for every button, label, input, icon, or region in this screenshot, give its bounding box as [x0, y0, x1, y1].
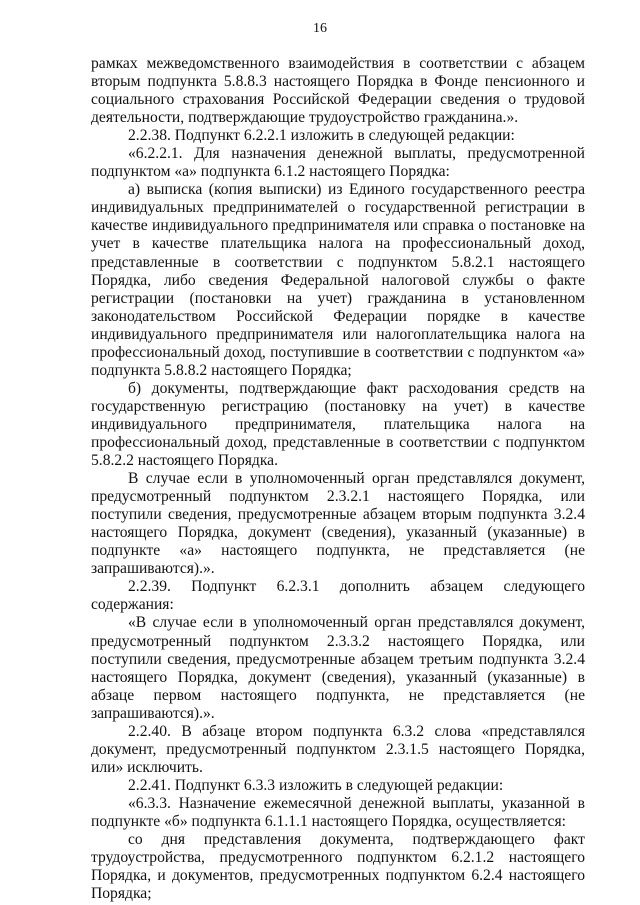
paragraph-6-3-3: «6.3.3. Назначение ежемесячной денежной выплаты, указанной в подпункте «б» подпункта 6.1.1.1 настоящего Порядка, осуществляется:: [91, 794, 585, 830]
paragraph-item-b: б) документы, подтверждающие факт расходования средств на государственную регистрацию (постановку на учет) в качестве индивидуального предпринимателя, плательщика налога на профессиональный доход, представленные в соответствии с подпунктом 5.8.2.2 настоящего Порядка.: [91, 379, 585, 470]
document-body: [91, 55, 585, 903]
paragraph-2-2-41: 2.2.41. Подпункт 6.3.3 изложить в следующей редакции:: [128, 776, 504, 794]
paragraph-case-clause: В случае если в уполномоченный орган представлялся документ, предусмотренный подпунктом 2.3.2.1 настоящего Порядка, или поступили сведения, предусмотренные абзацем вторым подпункта 3.2.4 настоящего Порядка, документ (сведения), указанный (указанные) в подпункте «а» настоящего подпункта, не представляется (не запрашиваются).».: [91, 470, 585, 578]
paragraph-2-2-40: 2.2.40. В абзаце втором подпункта 6.3.2 слова «представлялся документ, предусмотренный подпунктом 2.3.1.5 настоящего Порядка, или» исключить.: [91, 722, 585, 776]
paragraph-6-2-2-1: «6.2.2.1. Для назначения денежной выплаты, предусмотренной подпунктом «а» подпункта 6.1.2 настоящего Порядка:: [91, 145, 585, 181]
paragraph-from-date: со дня представления документа, подтверждающего факт трудоустройства, предусмотренного подпунктом 6.2.1.2 настоящего Порядка, и документов, предусмотренных подпунктом 6.2.4 настоящего Порядка;: [91, 831, 585, 903]
paragraph-added-text: «В случае если в уполномоченный орган представлялся документ, предусмотренный подпунктом 2.3.3.2 настоящего Порядка, или поступили сведения, предусмотренные абзацем третьим подпункта 3.2.4 настоящего Порядка, документ (сведения), указанный (указанные) в абзаце первом настоящего подпункта, не представляется (не запрашиваются).».: [91, 614, 585, 722]
paragraph-continuation: рамках межведомственного взаимодействия в соответствии с абзацем вторым подпункта 5.8.8.3 настоящего Порядка в Фонде пенсионного и социального страхования Российской Федерации сведения о трудовой деятельности, подтверждающие трудоустройство гражданина.».: [91, 55, 585, 127]
paragraph-2-2-39: 2.2.39. Подпункт 6.2.3.1 дополнить абзацем следующего содержания:: [91, 578, 585, 614]
paragraph-2-2-38: 2.2.38. Подпункт 6.2.2.1 изложить в следующей редакции:: [128, 127, 515, 145]
paragraph-item-a: а) выписка (копия выписки) из Единого государственного реестра индивидуальных предпринимателей о государственной регистрации в качестве индивидуального предпринимателя или справка о постановке на учет в качестве плательщика налога на профессиональный доход, представленные в соответствии с подпунктом 5.8.2.1 настоящего Порядка, либо сведения Федеральной налоговой службы о факте регистрации (постановки на учет) гражданина в установленном законодательством Российской Федерации порядке в качестве индивидуального предпринимателя или налогоплательщика налога на профессиональный доход, поступившие в соответствии с подпунктом «а» подпункта 5.8.8.2 настоящего Порядка;: [91, 181, 585, 379]
page-number: 16: [313, 21, 327, 36]
